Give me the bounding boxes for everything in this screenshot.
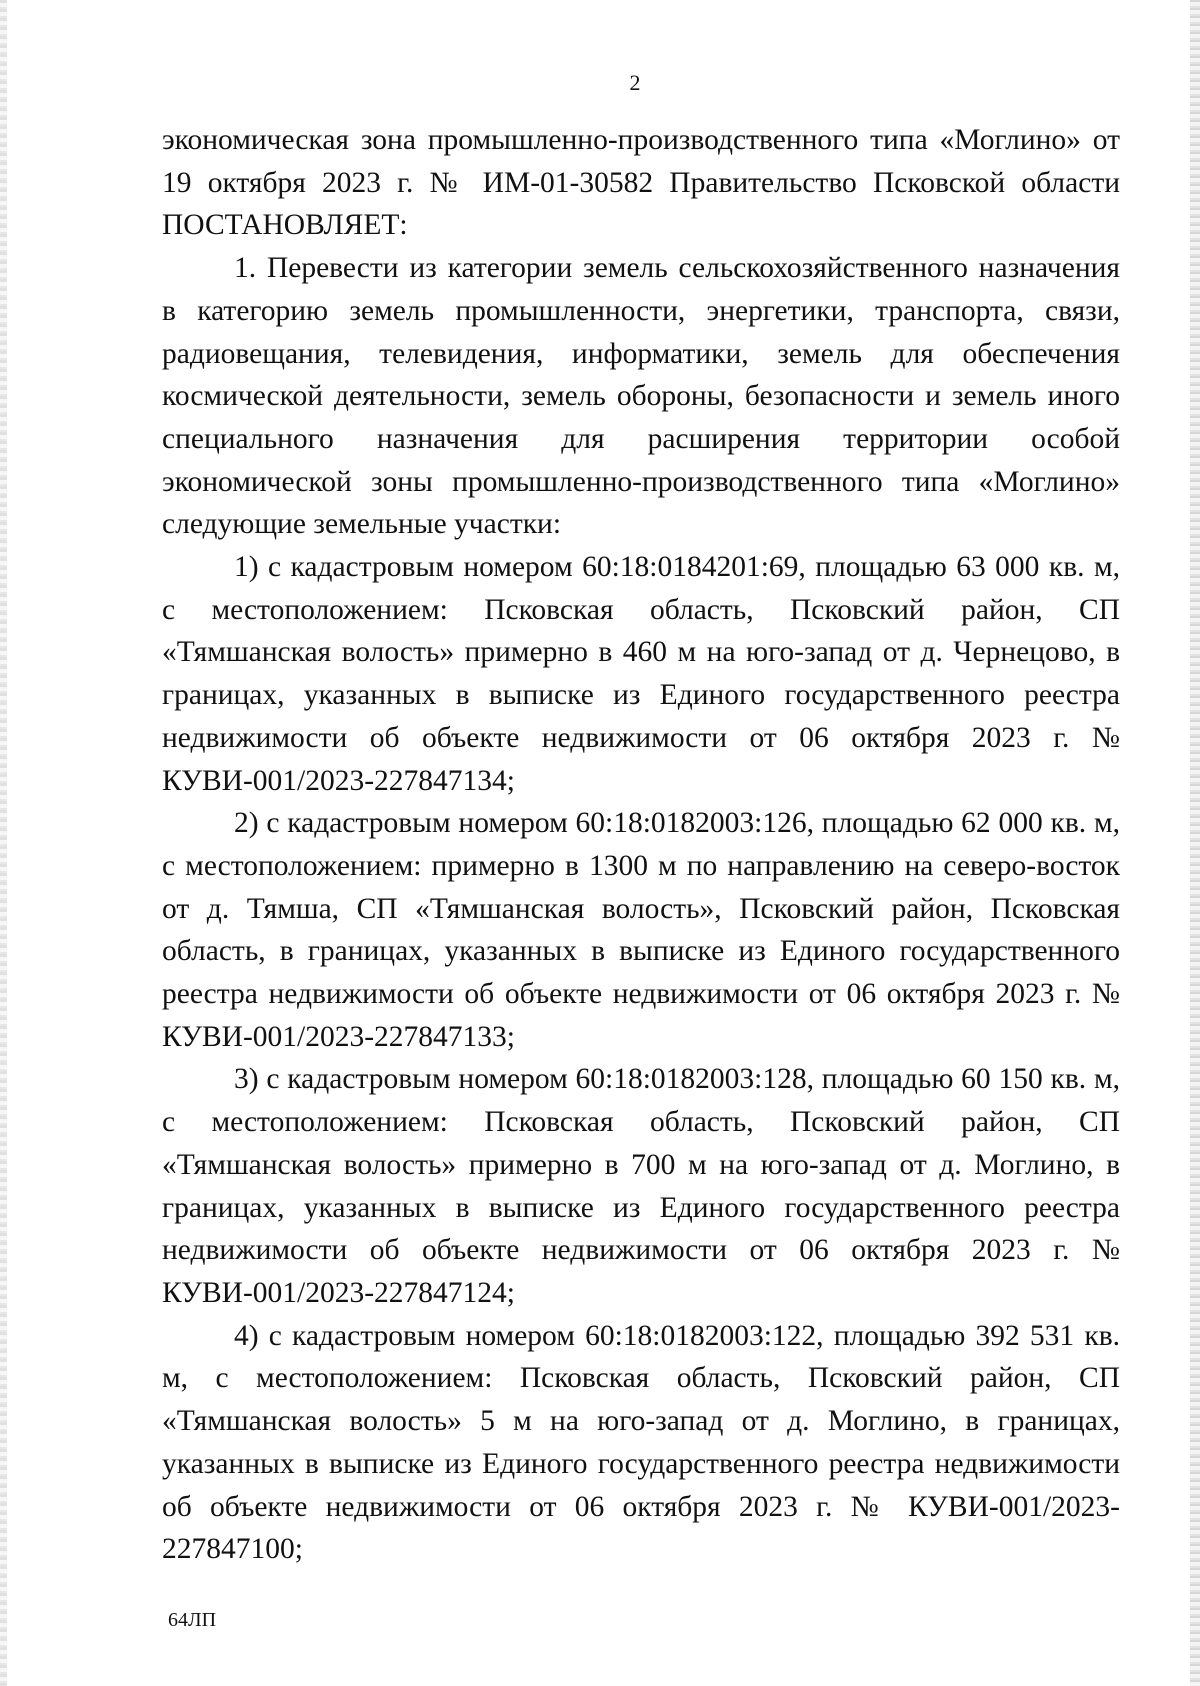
scan-edge-right (1190, 0, 1200, 1686)
scan-edge-left (0, 0, 7, 1686)
paragraph-intro: экономическая зона промышленно-производственного типа «Моглино» от 19 октября 2023 г. № ИМ-01-30582 Правительство Псковской области ПОСТАНОВЛЯЕТ: (162, 124, 1120, 242)
paragraph-subitem-4: 4) с кадастровым номером 60:18:0182003:122, площадью 392 531 кв. м, с местоположением: Псковская область, Псковский район, СП «Тямшанская волость» 5 м на юго-запад от д. Моглино, в границах, указанных в выписке из Единого государственного реестра недвижимости об объекте недвижимости от 06 октября 2023 г. № КУВИ-001/2023-227847100; (162, 1319, 1120, 1566)
document-body (162, 119, 1120, 1571)
paragraph-subitem-1: 1) с кадастровым номером 60:18:0184201:69, площадью 63 000 кв. м, с местоположением: Псковская область, Псковский район, СП «Тямшанская волость» примерно в 460 м на юго-запад от д. Чернецово, в границах, указанных в выписке из Единого государственного реестра недвижимости об объекте недвижимости от 06 октября 2023 г. № КУВИ-001/2023-227847134; (162, 551, 1120, 797)
footer-document-code: 64ЛП (168, 1609, 217, 1631)
paragraph-item-1: 1. Перевести из категории земель сельскохозяйственного назначения в категорию земель промышленности, энергетики, транспорта, связи, радиовещания, телевидения, информатики, земель для обеспечения космической деятельности, земель обороны, безопасности и земель иного специального назначения для расширения территории особой экономической зоны промышленно-производственного типа «Моглино» следующие земельные участки: (162, 252, 1120, 541)
paragraph-subitem-3: 3) с кадастровым номером 60:18:0182003:128, площадью 60 150 кв. м, с местоположением: Псковская область, Псковский район, СП «Тямшанская волость» примерно в 700 м на юго-запад от д. Моглино, в границах, указанных в выписке из Единого государственного реестра недвижимости об объекте недвижимости от 06 октября 2023 г. № КУВИ-001/2023-227847124; (162, 1063, 1120, 1309)
paragraph-subitem-2: 2) с кадастровым номером 60:18:0182003:126, площадью 62 000 кв. м, с местоположением: примерно в 1300 м по направлению на северо-восток от д. Тямша, СП «Тямшанская волость», Псковский район, Псковская область, в границах, указанных в выписке из Единого государственного реестра недвижимости об объекте недвижимости от 06 октября 2023 г. № КУВИ-001/2023-227847133; (162, 807, 1120, 1053)
page-number: 2 (629, 70, 641, 95)
